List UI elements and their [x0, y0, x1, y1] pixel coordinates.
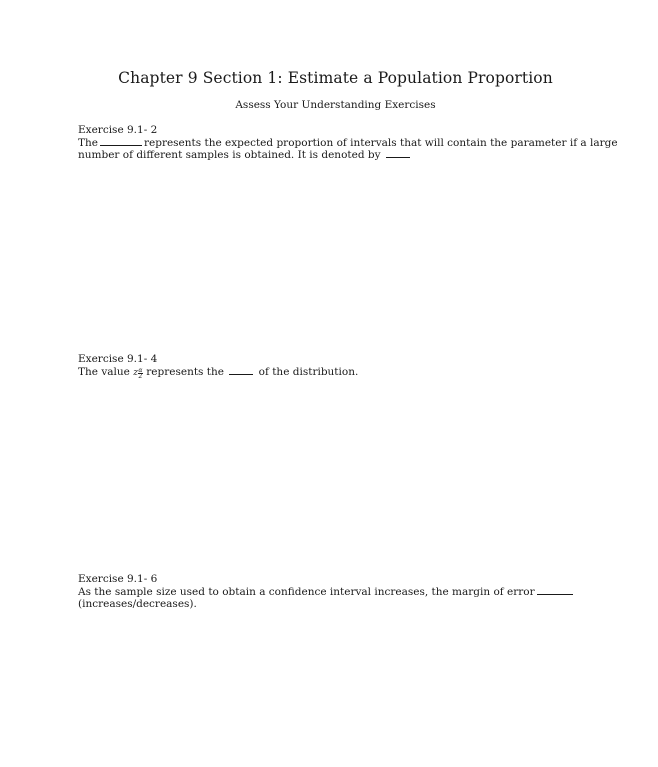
exercise-9-1-2 — [78, 124, 623, 162]
exercise-text — [78, 586, 623, 611]
exercise-text — [78, 137, 623, 162]
fraction-numerator: α — [138, 366, 143, 374]
answer-blank — [100, 137, 142, 146]
exercise-text-part: (increases/decreases). — [78, 598, 197, 610]
page-subtitle: Assess Your Understanding Exercises — [235, 99, 436, 111]
page-title: Chapter 9 Section 1: Estimate a Population Proportion — [118, 69, 553, 87]
exercise-text-part: represents the expected proportion of intervals that will contain the parameter if a large number of different samples is obtained. It is denoted by — [78, 136, 618, 161]
exercise-9-1-4 — [78, 353, 623, 379]
exercise-text-part: As the sample size used to obtain a confidence interval increases, the margin of error — [78, 585, 535, 598]
fraction-denominator: 2 — [138, 372, 143, 380]
math-subscript-fraction — [138, 368, 143, 379]
exercise-text-part: The — [78, 136, 98, 149]
exercise-label: Exercise 9.1- 2 — [78, 124, 158, 136]
exercise-text-part: of the distribution. — [258, 365, 359, 378]
exercise-text — [78, 366, 623, 380]
answer-blank — [537, 586, 573, 595]
exercise-text-part: represents the — [146, 365, 224, 378]
answer-blank — [229, 366, 253, 375]
exercise-label: Exercise 9.1- 6 — [78, 573, 158, 585]
answer-blank — [386, 149, 410, 158]
exercise-9-1-6 — [78, 573, 623, 611]
z-alpha-half-symbol — [133, 368, 143, 378]
exercise-text-part: The value — [78, 365, 130, 378]
exercise-label: Exercise 9.1- 4 — [78, 353, 158, 365]
math-symbol: z — [133, 367, 138, 378]
